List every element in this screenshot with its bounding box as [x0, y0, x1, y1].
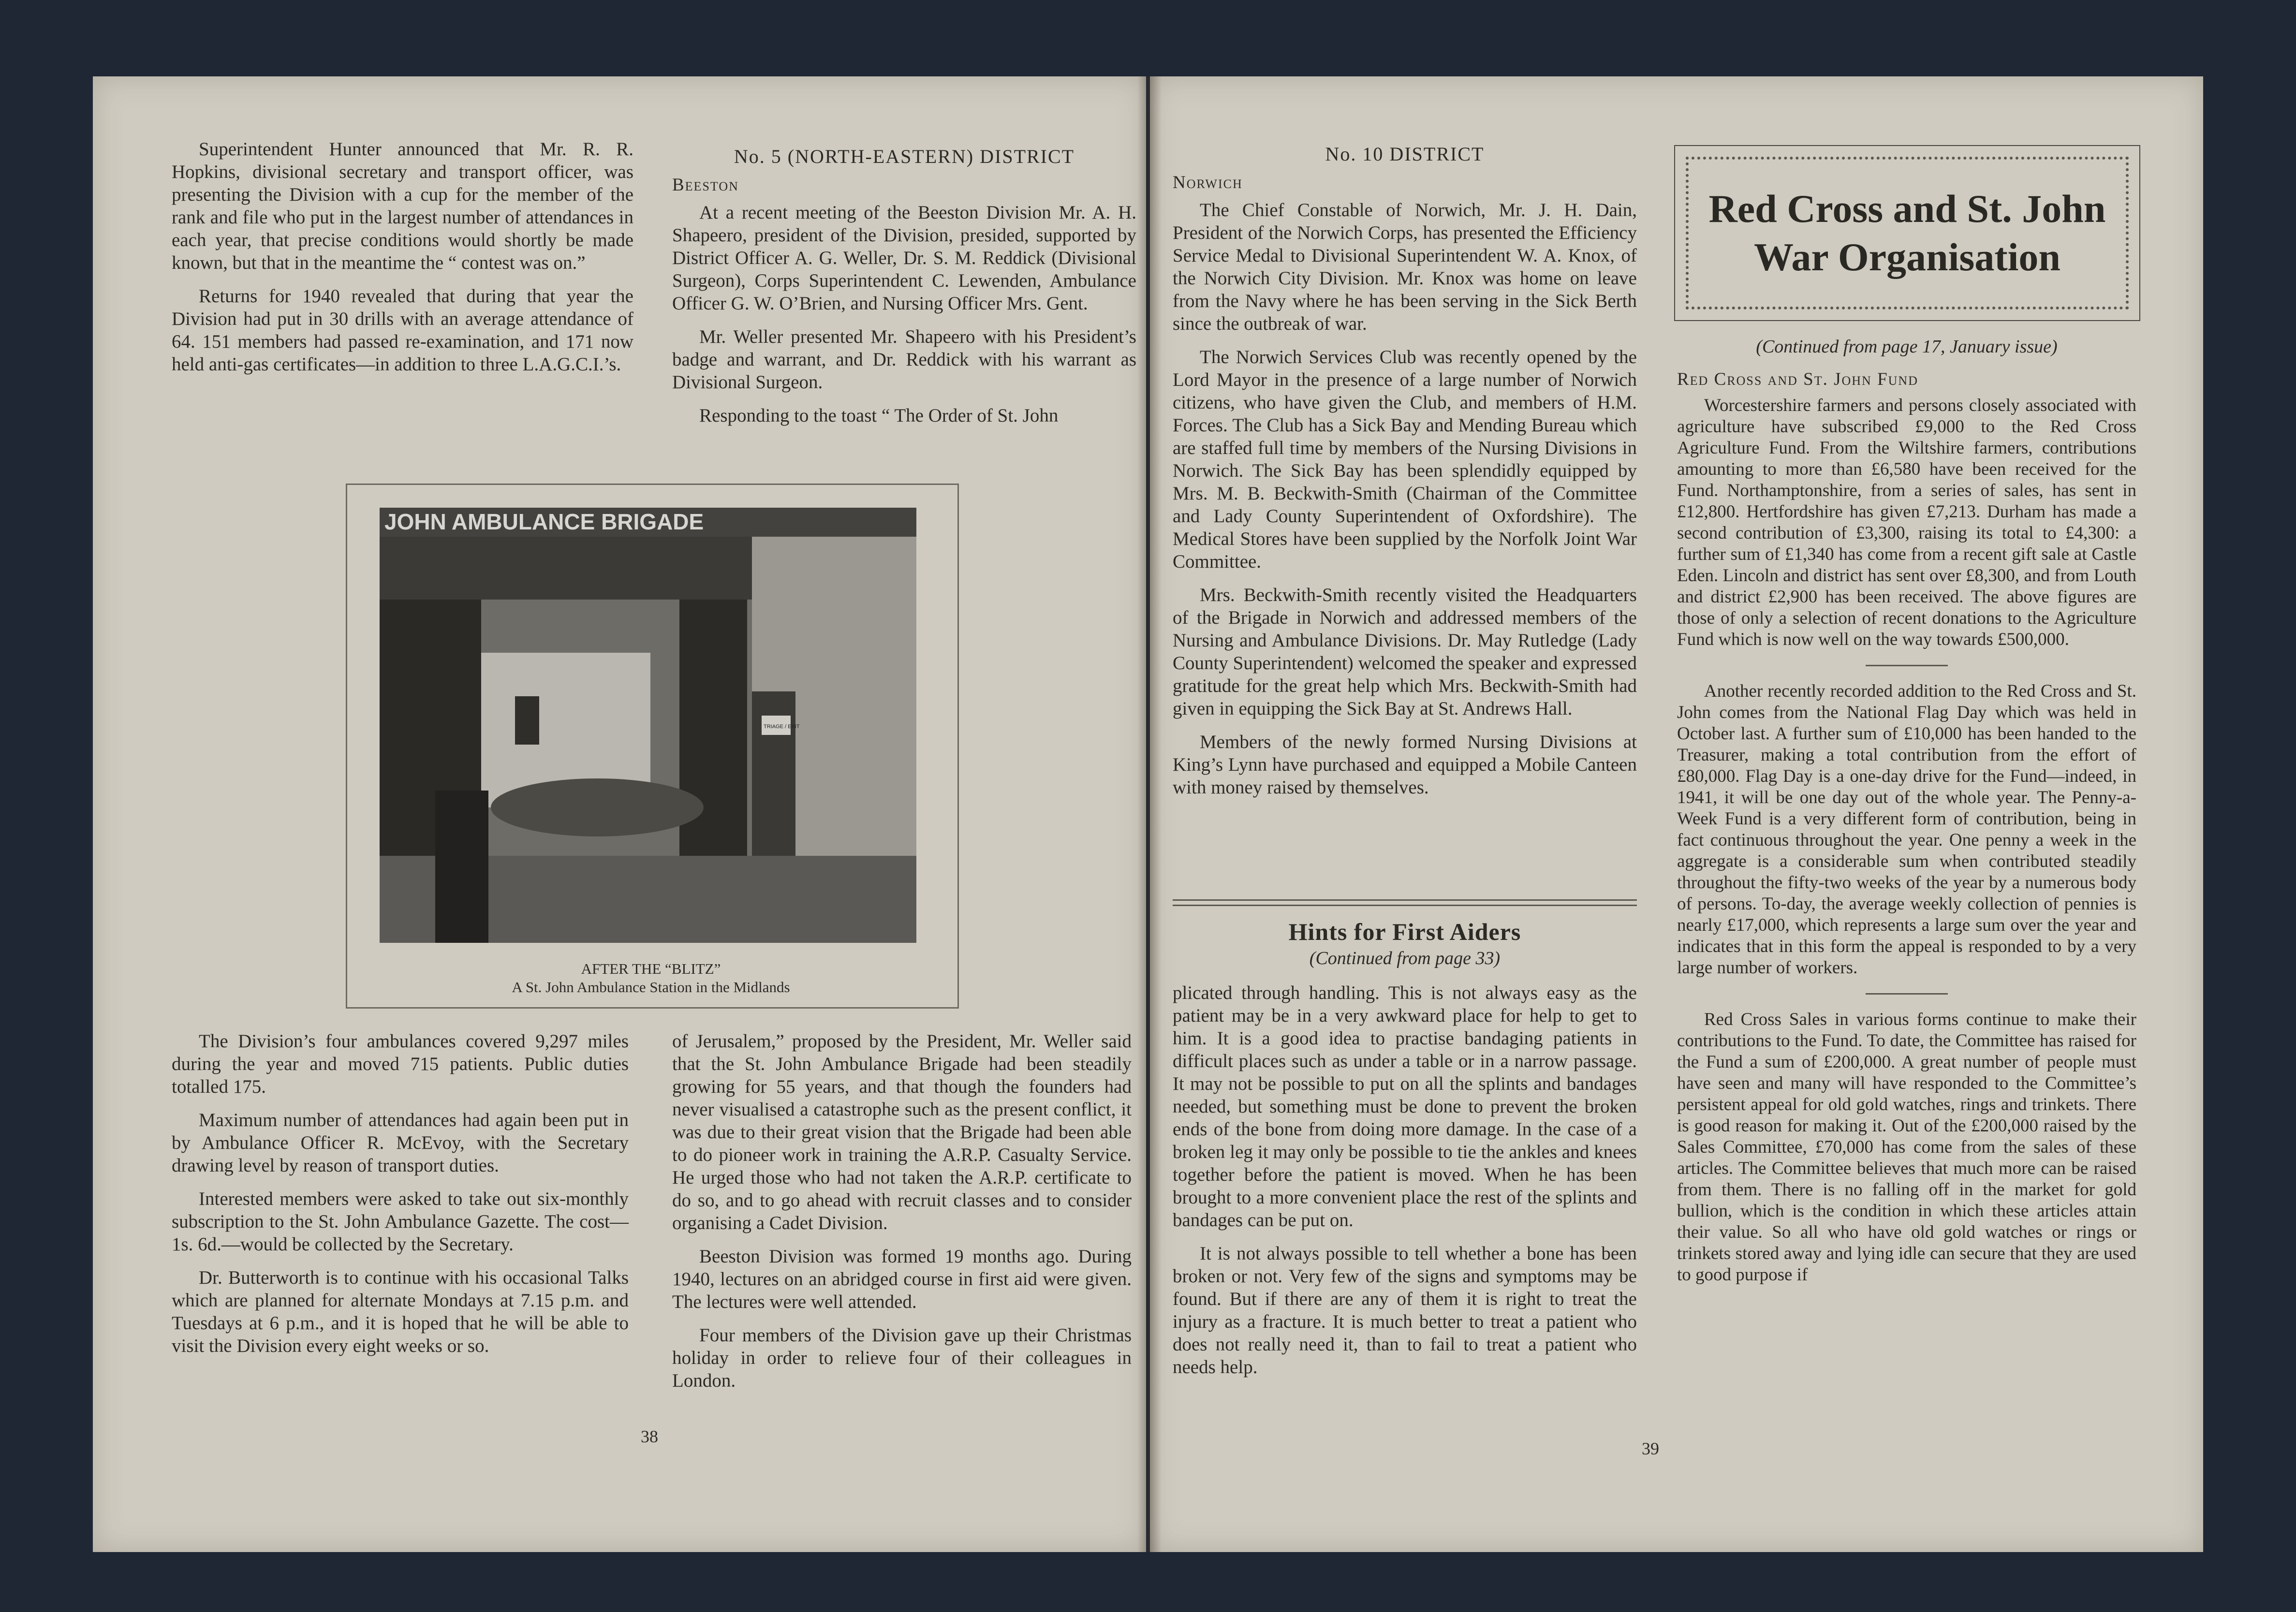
hints-continued: (Continued from page 33) [1309, 948, 1501, 968]
short-rule [1866, 665, 1948, 666]
paragraph: Mrs. Beckwith-Smith recently visited the Headquarters of the Brigade in Norwich and addressed members of the Nursing and Ambulance Divisions. Dr. May Rutledge (Lady County Superintendent) welcomed the speaker and expressed gratitude for the great help which Mrs. Beckwith-Smith had given in equipping the Sick Bay at St. Andrews Hall. [1173, 585, 1637, 719]
title-line-2: War Organisation [1753, 235, 2061, 279]
left-col2-top [672, 145, 1136, 438]
paragraph: Returns for 1940 revealed that during that year the Division had put in 30 drills with an average attendance of 64. 151 members had passed re-examination, and 171 now held anti-gas certificates—in addition to three L.A.G.C.I.’s. [172, 286, 633, 375]
paragraph: Beeston Division was formed 19 months ago. During 1940, lectures on an abridged course in first aid were given. The lectures were well attended. [672, 1246, 1132, 1312]
continued-note: (Continued from page 17, January issue) [1756, 337, 2058, 357]
section-subheading: Red Cross and St. John Fund [1677, 369, 1918, 389]
paragraph: Dr. Butterworth is to continue with his occasional Talks which are planned for alternate Mondays at 7.15 p.m. and Tuesdays at 6 p.m., and it is hoped that he will be able to visit the Division every eight weeks or so. [172, 1267, 629, 1356]
photo-caption [346, 960, 956, 997]
title-inner-border [1686, 157, 2129, 309]
paragraph: Responding to the toast “ The Order of St. John [699, 405, 1059, 426]
right-col3-top [1173, 143, 1637, 809]
photo-sign-text: JOHN AMBULANCE BRIGADE [384, 509, 704, 534]
double-rule [1173, 899, 1637, 906]
left-col1-top [172, 138, 633, 386]
paragraph: The Division’s four ambulances covered 9,297 miles during the year and moved 715 patients. Public duties totalled 175. [172, 1031, 629, 1097]
paragraph: Red Cross Sales in various forms continue to make their contributions to the Fund. To date, the Committee has raised for the Fund a sum of £200,000. A great number of people must have seen and many will have responded to the Committee’s persistent appeal for old gold watches, rings and trinkets. There is good reason for making it. Out of the £200,000 raised by the Sales Committee, £70,000 has come from the sales of these articles. The Committee believes that much more can be raised from them. There is no falling off in the market for gold bullion, which is the condition in which these articles attain their value. So all who have old gold watches or rings or trinkets stored away and lying idle can secure that they are used to good purpose if [1677, 1010, 2136, 1285]
paragraph: Maximum number of attendances had again been put in by Ambulance Officer R. McEvoy, with the Secretary drawing level by reason of transport duties. [172, 1110, 629, 1176]
section-title [1708, 185, 2105, 281]
section-subheading: Norwich [1173, 173, 1243, 192]
hints-section [1173, 899, 1637, 1389]
caption-title: AFTER THE “BLITZ” [581, 960, 721, 977]
paragraph: Members of the newly formed Nursing Divisions at King’s Lynn have purchased and equipped a Mobile Canteen with money raised by themselves. [1173, 732, 1637, 798]
left-col1-bottom [172, 1030, 629, 1368]
paragraph: Mr. Weller presented Mr. Shapeero with his President’s badge and warrant, and Dr. Reddick with his warrant as Divisional Surgeon. [672, 326, 1136, 393]
paragraph: Four members of the Division gave up their Christmas holiday in order to relieve four of their colleagues in London. [672, 1325, 1132, 1391]
paragraph: The Norwich Services Club was recently opened by the Lord Mayor in the presence of a large number of Norwich citizens, who have given the Club, and members of H.M. Forces. The Club has a Sick Bay and Mending Bureau which are staffed full time by members of the Nursing Divisions in Norwich. The Sick Bay has been splendidly equipped by Mrs. M. B. Beckwith-Smith (Chairman of the Committee and Lady County Superintendent of Oxfordshire). The Medical Stores have been supplied by the Norfolk Joint War Committee. [1173, 347, 1637, 572]
door-sign-text: TRIAGE / EXIT [764, 724, 800, 730]
title-line-1: Red Cross and St. John [1708, 187, 2106, 231]
paragraph: plicated through handling. This is not always easy as the patient may be in a very awkward place for help to get to him. It is a good idea to practise bandaging patients in difficult places such as under a table or in a narrow passage. It may not be possible to put on all the splints and bandages needed, but something must be done to prevent the broken ends of the bone from doing more damage. In the case of a broken leg it may only be possible to tie the ankles and knees together before the patient is moved. When he has been brought to a more convenient place the rest of the splints and bandages can be put on. [1173, 982, 1637, 1231]
page-number-right: 39 [1642, 1439, 1659, 1458]
page-gutter [1137, 76, 1162, 1552]
paragraph: At a recent meeting of the Beeston Division Mr. A. H. Shapeero, president of the Division, presided, supported by District Officer A. G. Weller, Dr. S. M. Reddick (Divisional Surgeon), Corps Superintendent C. Lewenden, Ambulance Officer G. W. O’Brien, and Nursing Officer Mrs. Gent. [672, 202, 1136, 314]
hints-title: Hints for First Aiders [1288, 918, 1521, 945]
section-subheading: Beeston [672, 175, 739, 195]
paragraph: Worcestershire farmers and persons closely associated with agriculture have subscribed £9,000 to the Red Cross Agriculture Fund. From the Wiltshire farmers, contributions amounting to more than £6,580 have been received for the Fund. Northamptonshire, from a series of sales, has sent in £12,800. Hertfordshire has given £7,213. Durham has made a second contribution of £3,300, raising its total to £4,300: a further sum of £1,340 has come from a recent gift sale at Castle Eden. Lincoln and district has sent over £8,300, and from Louth and district £2,900 has been received. The above figures are those of only a selection of recent donations to the Agriculture Fund which is now well on the way towards £500,000. [1677, 396, 2136, 649]
title-box [1674, 145, 2140, 321]
paragraph: Interested members were asked to take out six-monthly subscription to the St. John Ambulance Gazette. The cost—1s. 6d.—would be collected by the Secretary. [172, 1188, 629, 1255]
section-heading: No. 10 DISTRICT [1325, 143, 1485, 165]
caption-subtitle: A St. John Ambulance Station in the Midlands [512, 979, 790, 996]
section-heading: No. 5 (NORTH-EASTERN) DISTRICT [734, 146, 1075, 167]
paragraph: Superintendent Hunter announced that Mr. R. R. Hopkins, divisional secretary and transport officer, was presenting the Division with a cup for the member of the rank and file who put in the largest number of attendances in each year, that precise conditions would shortly be made known, but that in the meantime the “ contest was on.” [172, 139, 633, 273]
paragraph: Another recently recorded addition to the Red Cross and St. John comes from the National Flag Day which was held in October last. A further sum of £10,000 has been handed to the Treasurer, making a total contribution from the effort of £80,000. Flag Day is a one-day drive for the Fund—indeed, in 1941, it will be one day out of the whole year. The Penny-a-Week Fund is a very different form of contribution, being in fact continuous throughout the year. One penny a week in the aggregate is a considerable sum when contributed steadily throughout the fifty-two weeks of the year by a numerous body of persons. To-day, the average weekly collection of pennies is nearly £17,000, which represents a large sum over the year and indicates that in this form the appeal is responded to by a very large number of workers. [1677, 681, 2136, 978]
short-rule [1866, 993, 1948, 995]
blitz-photo [380, 508, 916, 943]
paragraph: The Chief Constable of Norwich, Mr. J. H. Dain, President of the Norwich Corps, has presented the Efficiency Service Medal to Divisional Superintendent W. A. Knox, of the Norwich City Division. Mr. Knox was home on leave from the Navy where he has been serving in the Sick Berth since the outbreak of war. [1173, 200, 1637, 334]
paragraph: of Jerusalem,” proposed by the President, Mr. Weller said that the St. John Ambulance Brigade had been steadily growing for 55 years, and that though the founders had never visualised a catastrophe such as the present conflict, it was due to their great vision that the Brigade had been able to do pioneer work in training the A.R.P. Casualty Service. He urged those who had not taken the A.R.P. certificate to do so, and to go ahead with recruit classes and to consider organising a Cadet Division. [672, 1031, 1132, 1233]
right-col4 [1677, 336, 2136, 1296]
paragraph: It is not always possible to tell whether a bone has been broken or not. Very few of the signs and symptoms may be found. But if there are any of them it is right to treat the injury as a fracture. It is much better to treat a patient who does not really need it, than to fail to treat a patient who needs help. [1173, 1243, 1637, 1378]
left-col2-bottom [672, 1030, 1132, 1403]
page-number-left: 38 [641, 1427, 658, 1446]
